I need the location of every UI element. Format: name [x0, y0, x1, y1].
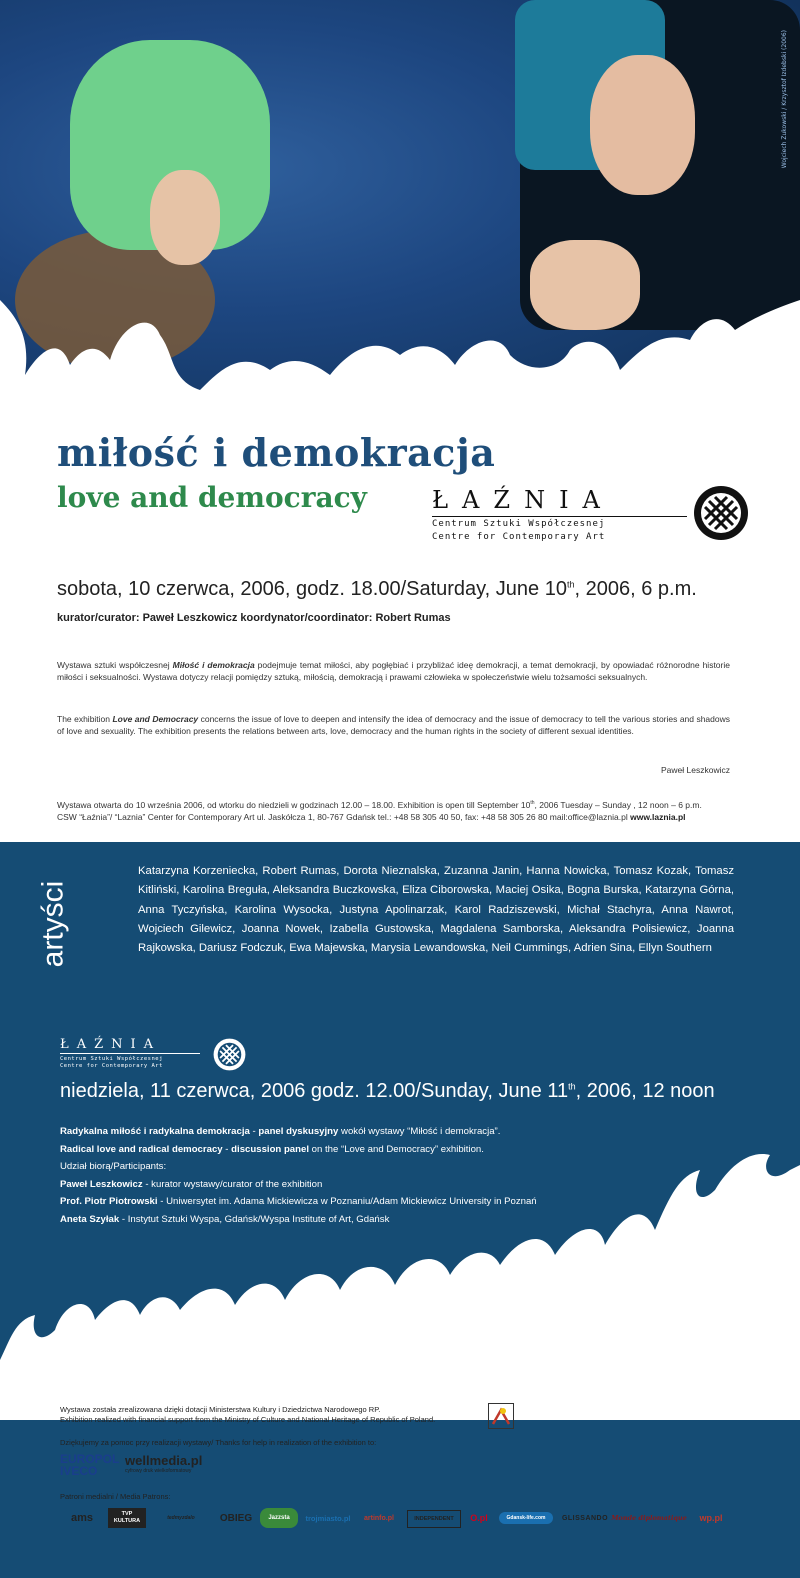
sponsor-wellmedia-name: wellmedia.pl — [125, 1453, 203, 1468]
patron-jazzsta: Jazzsta — [260, 1508, 298, 1528]
info-line-2 — [57, 811, 747, 823]
description-en-post: concerns the issue of love to deepen and intensify the idea of democracy and the issue of democracy to tell the various stories and shadows of love and sexuality. The exhibition presents the relations between arts, love, democracy and the human rights in the society of different sexual identities. — [57, 714, 730, 736]
title-english: love and democracy — [57, 481, 367, 514]
patron-independent: INDEPENDENT — [407, 1510, 461, 1528]
panel-date-main: niedziela, 11 czerwca, 2006 godz. 12.00/Sunday, June 11 — [60, 1080, 569, 1102]
laznia-logo-small-sub-pl: Centrum Sztuki Współczesnej — [60, 1056, 163, 1062]
opening-date — [57, 578, 697, 601]
participant-2-role: - Uniwersytet im. Adama Mickiewicza w Poznaniu/Adam Mickiewicz University in Poznań — [157, 1196, 537, 1207]
support-text-pl: Wystawa została zrealizowana dzięki dotacji Ministerstwa Kultury i Dziedzictwa Narodowego RP. — [60, 1405, 381, 1414]
panel-sep-pl: - — [249, 1126, 259, 1137]
info-line-1-pre: Wystawa otwarta do 10 września 2006, od wtorku do niedzieli w godzinach 12.00 – 18.00. Exhibition is open till September 10 — [57, 799, 531, 810]
participant-3-role: - Instytut Sztuki Wyspa, Gdańsk/Wyspa Institute of Art, Gdańsk — [119, 1213, 390, 1225]
artists-heading-text: artyści — [36, 880, 70, 968]
laznia-logo-small-word: ŁAŹNIA — [60, 1037, 162, 1052]
patron-ams: ams — [70, 1512, 94, 1524]
laznia-emblem-icon — [693, 485, 749, 541]
laznia-logo-small — [60, 1037, 200, 1070]
panel-desc-en: on the “Love and Democracy” exhibition. — [309, 1143, 484, 1155]
info-line-1-post: , 2006 Tuesday – Sunday , 12 noon – 6 p.m. — [534, 799, 702, 810]
patron-o-pl: O.pl — [470, 1513, 488, 1523]
panel-line-pl — [60, 1123, 700, 1141]
sponsor-wellmedia-sub: cyfrowy druk wielkoformatowy — [125, 1468, 192, 1474]
photo-man-face — [590, 55, 695, 195]
patron-artinfo: artinfo.pl — [364, 1514, 394, 1522]
sponsor-iveco: IVECO — [60, 1464, 98, 1478]
panel-date — [60, 1080, 715, 1103]
panel-sep-en: - — [222, 1143, 232, 1155]
laznia-logo-subtitle — [432, 518, 614, 544]
description-english — [57, 714, 730, 737]
exhibition-info — [57, 797, 747, 823]
patron-gdansk-life: Gdansk-life.com — [499, 1512, 553, 1524]
flame-border-top — [0, 280, 800, 430]
laznia-logo-subtitle-pl: Centrum Sztuki Współczesnej — [432, 519, 606, 529]
curator-credits: kurator/curator: Paweł Leszkowicz koordynator/coordinator: Robert Rumas — [57, 612, 451, 624]
description-pl-post: podejmuje temat miłości, aby pogłębiać i przybliżać ideę demokracji, a temat demokracji, by opowiadać różnorodne historie miłości i seksualności. Wystawa dotyczy relacji pomiędzy sztuką, miłością, demokracją i prawami człowieka w społeczeństwie wielu tożsamości seksualnych. — [57, 660, 730, 682]
support-text-en: Exhibition realized with financial support from the Ministry of Culture and National Heritage of Republic of Poland. — [60, 1415, 436, 1424]
laznia-logo-small-subtitle — [60, 1056, 200, 1070]
panel-kind-pl: panel dyskusyjny — [258, 1126, 339, 1137]
description-pl-pre: Wystawa sztuki współczesnej — [57, 660, 173, 670]
panel-title-en: Radical love and radical democracy — [60, 1143, 223, 1155]
info-address: CSW “Łaźnia”/ “Laznia” Center for Contemporary Art ul. Jaskółcza 1, 80-767 Gdańsk tel.: +48 58 305 40 50, fax: +48 58 305 26 80 mail:office@laznia.pl — [57, 811, 631, 822]
artists-list: Katarzyna Korzeniecka, Robert Rumas, Dorota Nieznalska, Zuzanna Janin, Hanna Nowicka, Tomasz Kozak, Tomasz Kitliński, Karolina Breguła, Aleksandra Buczkowska, Eliza Ciborowska, Maciej Osika, Bogna Burska, Katarzyna Górna, Anna Tyczyńska, Karolina Wysocka, Justyna Apolinarzak, Karol Radziszewski, Michał Stachyra, Anna Nawrot, Wojciech Gilewicz, Joanna Nowek, Izabella Gustowska, Magdalena Samborska, Aleksandra Polisiewicz, Joanna Rajkowska, Dariusz Fodczuk, Ewa Majewska, Marysia Lewandowska, Neil Cummings, Adrien Sina, Ellyn Southern — [138, 865, 734, 955]
artists-heading — [36, 862, 88, 982]
ministry-logo-icon — [488, 1403, 514, 1429]
title-polish: miłość i demokracja — [57, 430, 496, 475]
opening-date-tail: , 2006, 6 p.m. — [574, 578, 697, 600]
description-pl-title: Miłość i demokracja — [172, 660, 255, 670]
flame-border-bottom — [0, 1150, 800, 1420]
patron-monde-diplomatique: Monde diplomatique — [611, 1514, 687, 1522]
info-line-1-sup: th — [530, 800, 535, 806]
laznia-logo-word: ŁAŹNIA — [432, 486, 614, 514]
opening-date-main: sobota, 10 czerwca, 2006, godz. 18.00/Saturday, June 10 — [57, 578, 567, 600]
panel-kind-en: discussion panel — [231, 1143, 310, 1155]
patron-tvp-kultura: TVP KULTURA — [108, 1508, 146, 1528]
patrons-label: Patroni medialni / Media Patrons: — [60, 1492, 171, 1501]
description-en-pre: The exhibition — [57, 714, 113, 724]
patron-trojmiasto: trojmiasto.pl — [305, 1513, 351, 1523]
patron-tedmyzdalo: tedmyzdalo — [167, 1515, 195, 1521]
description-en-title: Love and Democracy — [112, 714, 199, 724]
laznia-logo — [432, 486, 614, 544]
laznia-logo-small-sub-en: Centre for Contemporary Art — [60, 1063, 163, 1069]
participant-1-name: Paweł Leszkowicz — [60, 1178, 143, 1190]
participant-2-name: Prof. Piotr Piotrowski — [60, 1196, 158, 1207]
laznia-emblem-small-icon — [213, 1038, 246, 1071]
participant-3-name: Aneta Szyłak — [60, 1213, 120, 1225]
laznia-logo-subtitle-en: Centre for Contemporary Art — [432, 532, 606, 542]
sponsor-europol-iveco — [60, 1453, 119, 1477]
participants-label: Udział biorą/Participants: — [60, 1161, 167, 1172]
photo-woman-face — [150, 170, 220, 265]
panel-title-pl: Radykalna miłość i radykalna demokracja — [60, 1126, 250, 1137]
info-line-1 — [57, 797, 747, 811]
sponsor-wellmedia — [125, 1453, 202, 1474]
opening-date-sup: th — [566, 579, 575, 590]
participant-1-role: - kurator wystawy/curator of the exhibition — [142, 1178, 323, 1190]
laznia-logo-small-rule — [60, 1053, 200, 1054]
thanks-text: Dziękujemy za pomoc przy realizacji wystawy/ Thanks for help in realization of the exhibition to: — [60, 1438, 377, 1447]
laznia-logo-rule — [432, 516, 687, 517]
panel-date-tail: , 2006, 12 noon — [575, 1080, 715, 1102]
ministry-support — [60, 1405, 435, 1425]
patron-glissando: GLISSANDO — [561, 1514, 609, 1522]
patron-obieg: OBIEG — [219, 1512, 253, 1524]
panel-date-sup: th — [568, 1081, 576, 1092]
sponsor-europol: EUROPOL — [60, 1452, 120, 1466]
photo-credit: Wojciech Żukowski / Krzysztof Izdebski (2006) — [781, 30, 788, 169]
patron-wp-pl: wp.pl — [699, 1513, 723, 1523]
website-link[interactable]: www.laznia.pl — [630, 811, 686, 822]
description-polish — [57, 660, 730, 683]
panel-desc-pl: wokół wystawy “Miłość i demokracja”. — [338, 1126, 501, 1137]
author-signature: Paweł Leszkowicz — [661, 765, 730, 775]
